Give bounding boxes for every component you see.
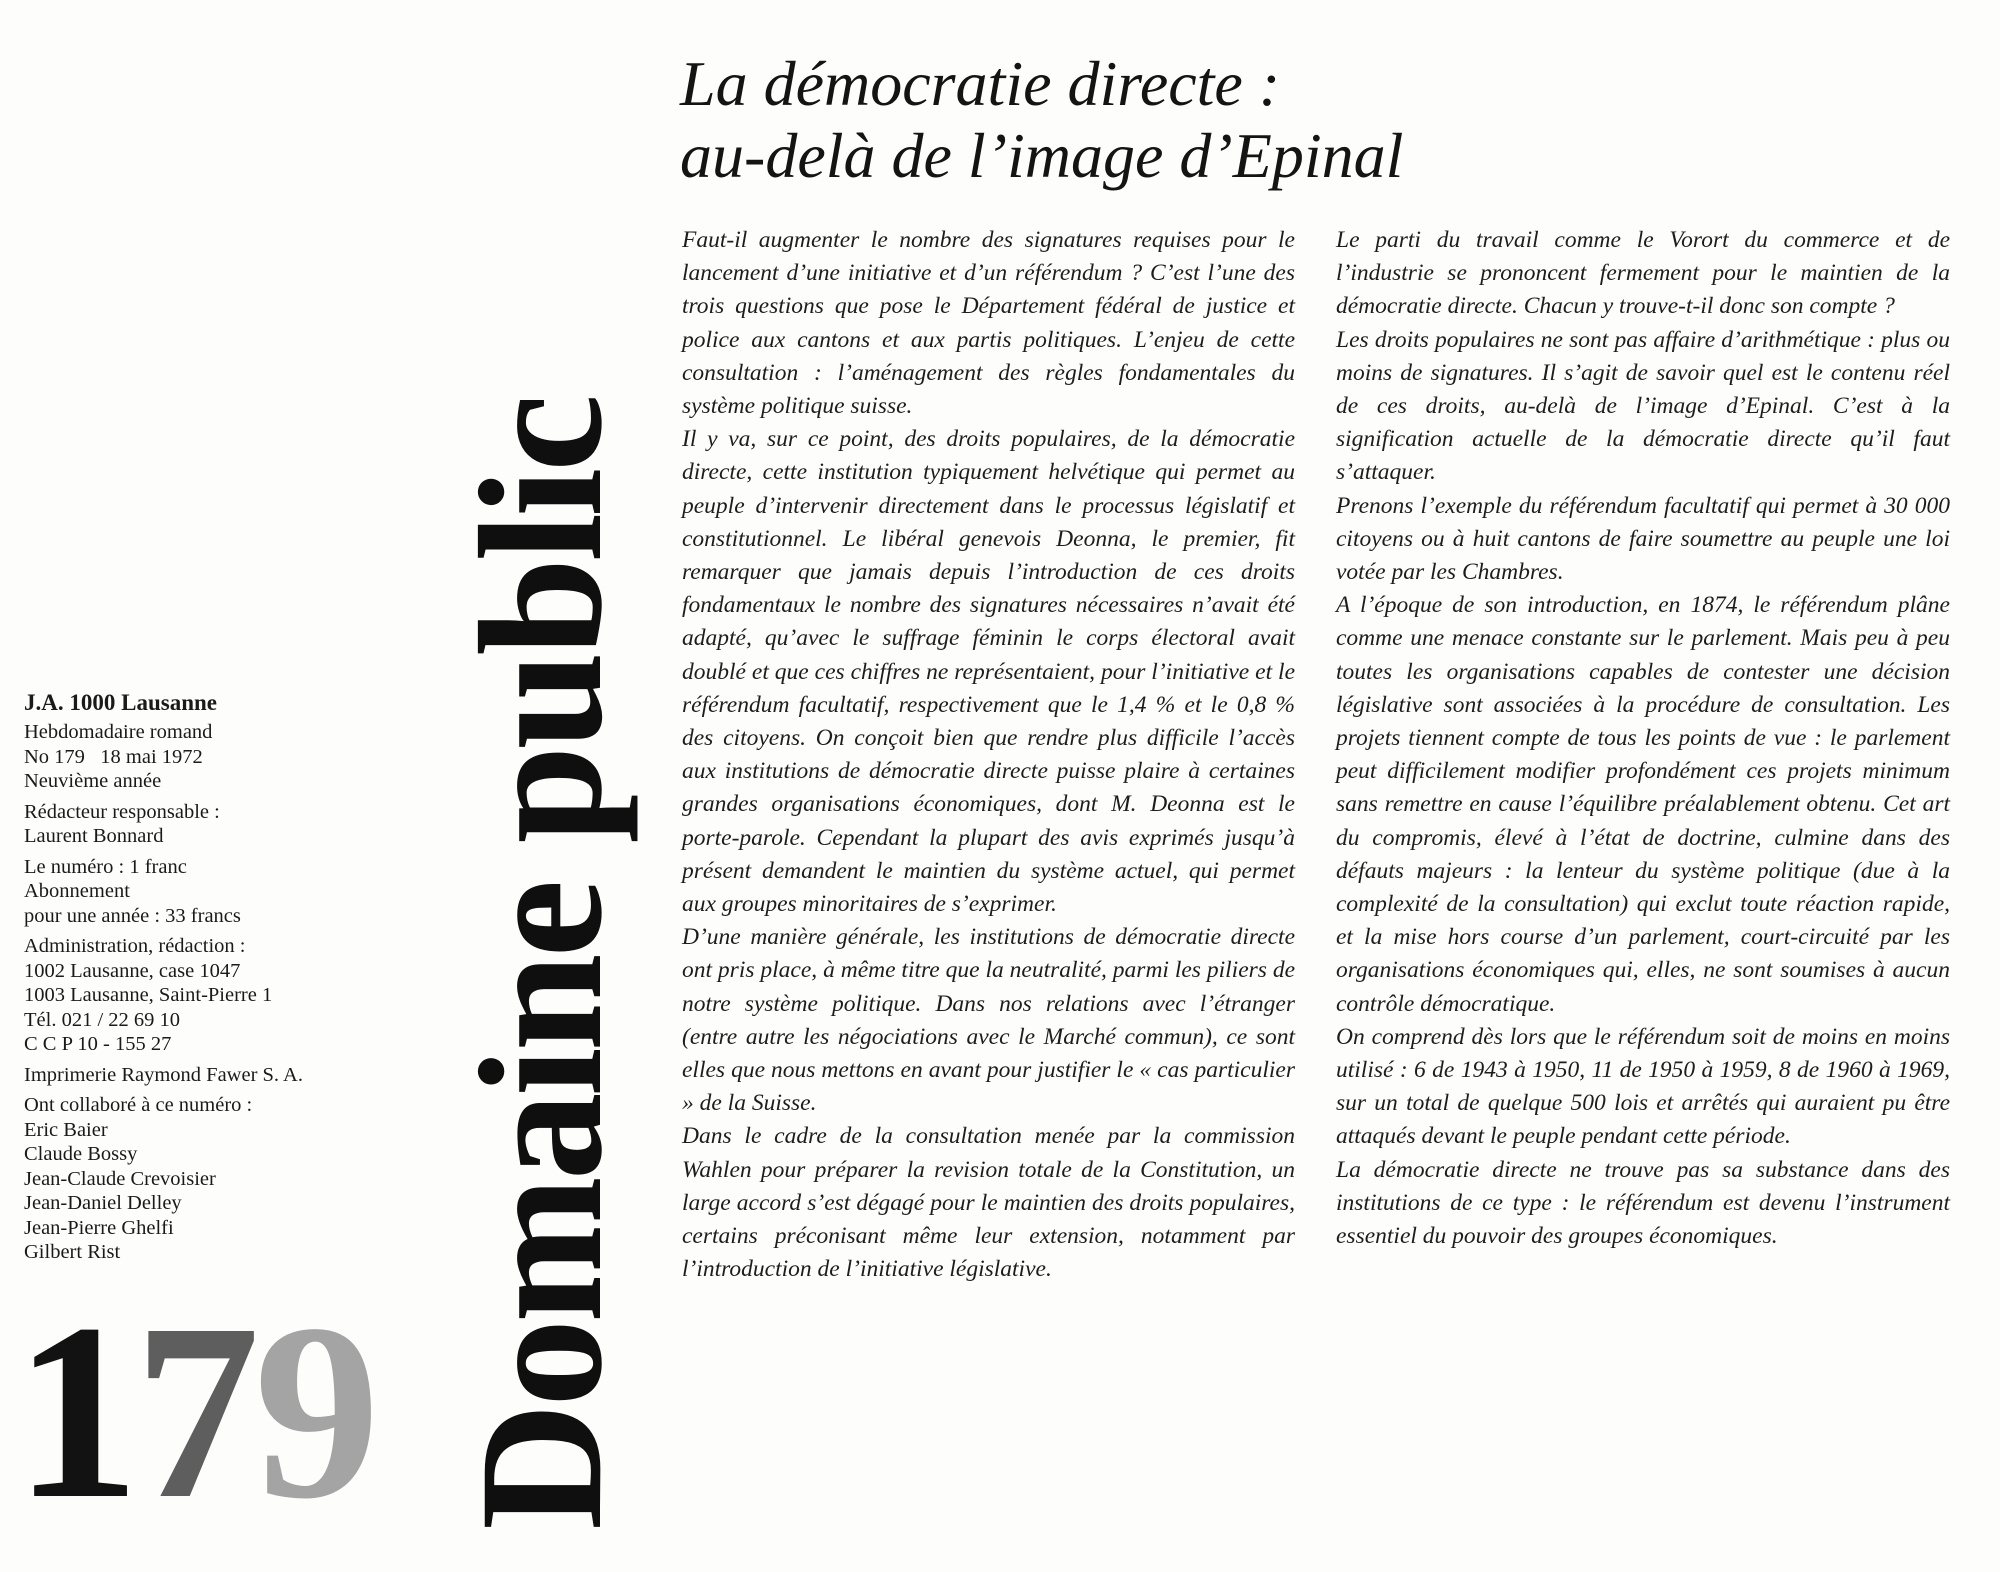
editor-name: Laurent Bonnard <box>24 825 164 847</box>
article-paragraph: La démocratie directe ne trouve pas sa substance dans des institutions de ce type : le référendum est devenu l’instrument essentiel du pouvoir des groupes économiques. <box>1336 1156 1950 1250</box>
contributor: Gilbert Rist <box>24 1241 121 1263</box>
headline-line-2: au-delà de l’image d’Epinal <box>680 120 1404 191</box>
article-paragraph: D’une manière générale, les institutions de démocratie directe ont pris place, à même titre que la neutralité, parmi les piliers de notre système politique. Dans nos relations avec l’étranger (entre autre les négociations avec le Marché commun), ce sont elles que nous mettons en avant pour justifier le « cas particulier » de la Suisse. <box>682 924 1295 1117</box>
article-paragraph: Dans le cadre de la consultation menée par la commission Wahlen pour préparer la revision totale de la Constitution, un large accord s’est dégagé pour le maintien des droits populaires, certains préconisant même leur extension, notamment par l’introduction de l’initiative législative. <box>682 1123 1295 1283</box>
masthead <box>24 688 404 1271</box>
contributors <box>24 1093 404 1265</box>
single-issue-price: Le numéro : 1 franc <box>24 855 187 878</box>
issue-digit: 1 <box>14 1271 134 1551</box>
contributor: Claude Bossy <box>24 1143 138 1165</box>
volume-year: Neuvième année <box>24 770 162 792</box>
subscription-price: pour une année : 33 francs <box>24 904 241 927</box>
article-paragraph: Les droits populaires ne sont pas affaire d’arithmétique : plus ou moins de signatures. Il s’agit de savoir quel est le contenu réel de ces droits, au-delà de l’image d’Epinal. C’est à la signification actuelle de la démocratie directe qu’il faut s’attaquer. <box>1336 326 1950 486</box>
article-paragraph: Prenons l’exemple du référendum facultatif qui permet à 30 000 citoyens ou à huit cantons de faire soumettre au peuple une loi votée par les Chambres. <box>1336 492 1950 586</box>
postal-account: C C P 10 - 155 27 <box>24 1033 172 1055</box>
contributor: Jean-Daniel Delley <box>24 1192 182 1214</box>
postal-code-line: J.A. 1000 Lausanne <box>24 690 217 715</box>
address-line-1: 1002 Lausanne, case 1047 <box>24 959 241 982</box>
article-paragraph: Il y va, sur ce point, des droits populaires, de la démocratie directe, cette institution typiquement helvétique qui permet au peuple d’intervenir directement dans le processus législatif et constitutionnel. Le libéral genevois Deonna, le premier, fit remarquer que jamais depuis l’introduction de ces droits fondamentaux le nombre des signatures nécessaires n’avait été adapté, qu’avec le suffrage féminin le corps électoral avait doublé et que ces chiffres ne représentaient, pour l’initiative et le référendum facultatif, respectivement que le 1,4 % et le 0,8 % des citoyens. On conçoit bien que rendre plus difficile l’accès aux institutions de démocratie directe puisse plaire à certaines grandes organisations économiques, dont M. Deonna est le porte-parole. Cependant la plupart des avis exprimés jusqu’à présent demandent le maintien du système actuel, qui permet aux groupes minoritaires de s’exprimer. <box>682 426 1295 918</box>
contributor: Jean-Claude Crevoisier <box>24 1167 216 1190</box>
printer-name: Imprimerie Raymond Fawer S. A. <box>24 1063 303 1086</box>
pricing-info <box>24 855 404 929</box>
article-headline <box>680 48 1980 192</box>
issue-digit: 9 <box>254 1271 374 1551</box>
article-column-1 <box>682 224 1295 1287</box>
periodicity: Hebdomadaire romand <box>24 721 213 743</box>
admin-label: Administration, rédaction : <box>24 935 246 957</box>
article-paragraph: A l’époque de son introduction, en 1874, le référendum plâne comme une menace constante sur le parlement. Mais peu à peu toutes les organisations capables de contester une décision législative sont associées à la procédure de consultation. Les projets tiennent compte de tous les points de vue : le parlement peut difficilement modifier profondément ces projets minimum sans remettre en cause l’équilibre préalablement obtenu. Cet art du compromis, élevé à l’état de doctrine, culmine dans des défauts majeurs : la lenteur du système politique (due à la complexité de la consultation) qui exclut toute réaction rapide, et la mise hors course d’un parlement, court-circuité par les organisations économiques qui, elles, ne sont soumises à aucun contrôle démocratique. <box>1336 592 1950 1017</box>
editor-label: Rédacteur responsable : <box>24 800 220 823</box>
issue-digit: 7 <box>134 1271 254 1551</box>
issue-number <box>14 1271 414 1551</box>
article-paragraph: Le parti du travail comme le Vorort du commerce et de l’industrie se prononcent fermement pour le maintien de la démocratie directe. Chacun y trouve-t-il donc son compte ? <box>1336 227 1950 320</box>
issue-info <box>24 720 404 794</box>
address-line-2: 1003 Lausanne, Saint-Pierre 1 <box>24 984 273 1006</box>
subscription-label: Abonnement <box>24 880 130 902</box>
phone-number: Tél. 021 / 22 69 10 <box>24 1008 181 1031</box>
contributor: Jean-Pierre Ghelfi <box>24 1216 174 1239</box>
issue-date: No 179 18 mai 1972 <box>24 745 203 768</box>
article-paragraph: Faut-il augmenter le nombre des signatures requises pour le lancement d’une initiative et d’un référendum ? C’est l’une des trois questions que pose le Département fédéral de justice et police aux cantons et aux partis politiques. L’enjeu de cette consultation : l’aménagement des règles fondamentales du système politique suisse. <box>682 227 1295 420</box>
headline-line-1: La démocratie directe : <box>680 48 1281 119</box>
address-info <box>24 934 404 1057</box>
article-column-2 <box>1336 224 1950 1253</box>
contributor: Eric Baier <box>24 1118 108 1141</box>
contributors-label: Ont collaboré à ce numéro : <box>24 1094 253 1116</box>
publication-title: Domaine public <box>444 397 639 1530</box>
article-paragraph: On comprend dès lors que le référendum soit de moins en moins utilisé : 6 de 1943 à 1950, 11 de 1950 à 1959, 8 de 1960 à 1969, sur un total de quelque 500 lois et arrêtés qui auraient pu être attaqués devant le peuple pendant cette période. <box>1336 1023 1950 1150</box>
printer-info <box>24 1063 404 1088</box>
editor-info <box>24 800 404 849</box>
